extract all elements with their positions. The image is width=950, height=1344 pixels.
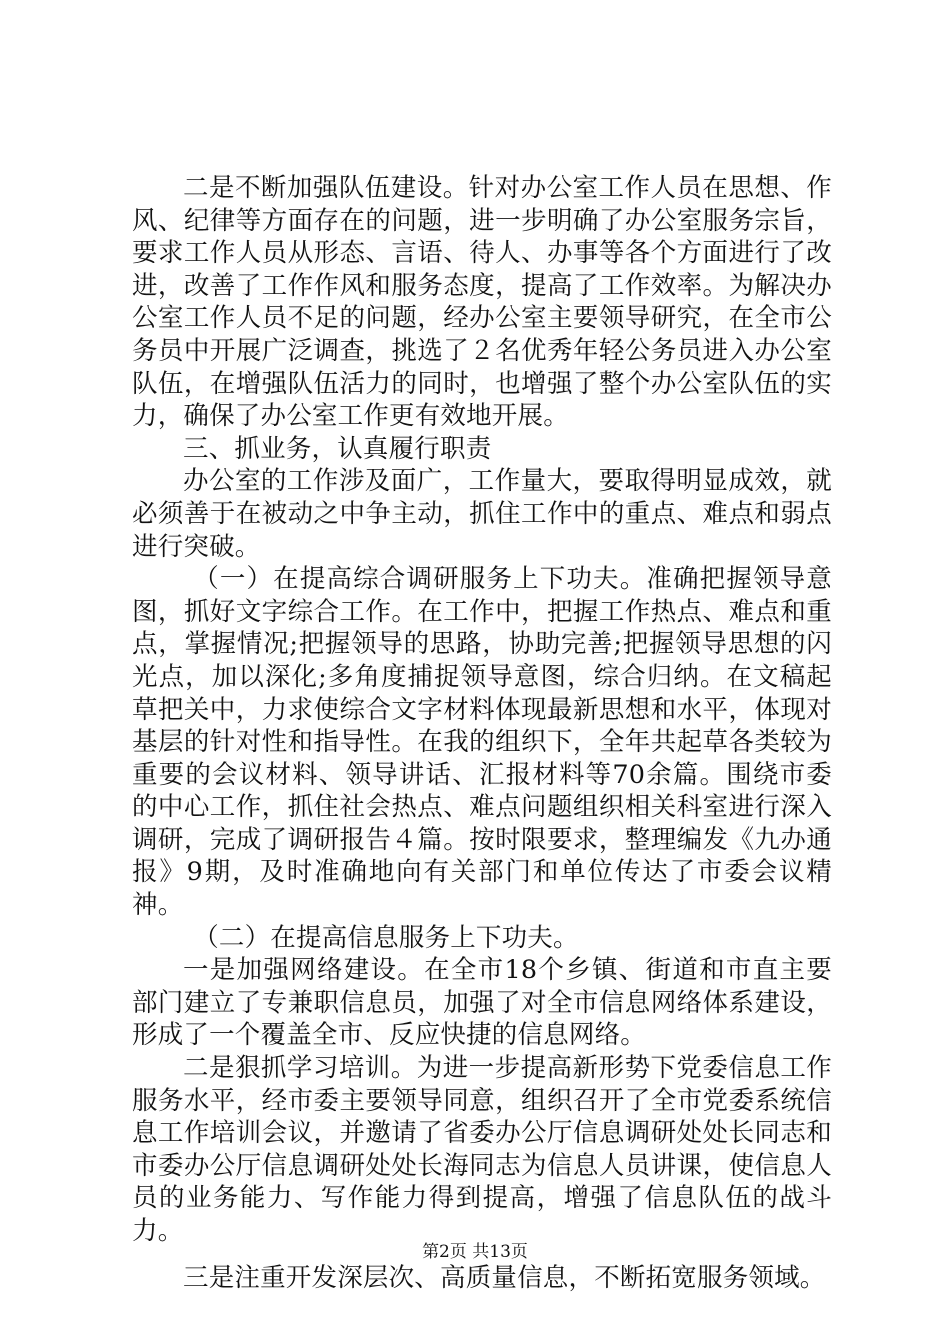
- document-body: [132, 172, 832, 1294]
- paragraph-team-building: 二是不断加强队伍建设。针对办公室工作人员在思想、作风、纪律等方面存在的问题，进一步明确了办公室服务宗旨，要求工作人员从形态、言语、待人、办事等各个方面进行了改进，改善了工作作风和服务态度，提高了工作效率。为解决办公室工作人员不足的问题，经办公室主要领导研究，在全市公务员中开展广泛调查，挑选了２名优秀年轻公务员进入办公室队伍，在增强队伍活力的同时，也增强了整个办公室队伍的实力，确保了办公室工作更有效地开展。: [132, 173, 832, 432]
- page-footer: 第2页 共13页: [422, 1242, 528, 1262]
- paragraph-training: 二是狠抓学习培训。为进一步提高新形势下党委信息工作服务水平，经市委主要领导同意，组织召开了全市党委系统信息工作培训会议，并邀请了省委办公厅信息调研处处长同志和市委办公厅信息调研处处长海同志为信息人员讲课，使信息人员的业务能力、写作能力得到提高，增强了信息队伍的战斗力。: [132, 1053, 832, 1246]
- paragraph-deep-information: 三是注重开发深层次、高质量信息，不断拓宽服务领域。: [183, 1262, 826, 1293]
- paragraph-network-building: 一是加强网络建设。在全市18个乡镇、街道和市直主要部门建立了专兼职信息员，加强了对全市信息网络体系建设，形成了一个覆盖全市、反应快捷的信息网络。: [132, 955, 832, 1051]
- section-heading-business: 三、抓业务，认真履行职责: [183, 433, 492, 464]
- subheading-information-service: （二）在提高信息服务上下功夫。: [193, 922, 579, 953]
- paragraph-research-service: （一）在提高综合调研服务上下功夫。准确把握领导意图，抓好文字综合工作。在工作中，把握工作热点、难点和重点，掌握情况;把握领导的思路，协助完善;把握领导思想的闪光点，加以深化;多角度捕捉领导意图，综合归纳。在文稿起草把关中，力求使综合文字材料体现最新思想和水平，体现对基层的针对性和指导性。在我的组织下，全年共起草各类较为重要的会议材料、领导讲话、汇报材料等70余篇。围绕市委的中心工作，抓住社会热点、难点问题组织相关科室进行深入调研，完成了调研报告４篇。按时限要求，整理编发《九办通报》9期，及时准确地向有关部门和单位传达了市委会议精神。: [132, 564, 832, 921]
- paragraph-office-work: 办公室的工作涉及面广，工作量大，要取得明显成效，就必须善于在被动之中争主动，抓住工作中的重点、难点和弱点进行突破。: [132, 466, 832, 562]
